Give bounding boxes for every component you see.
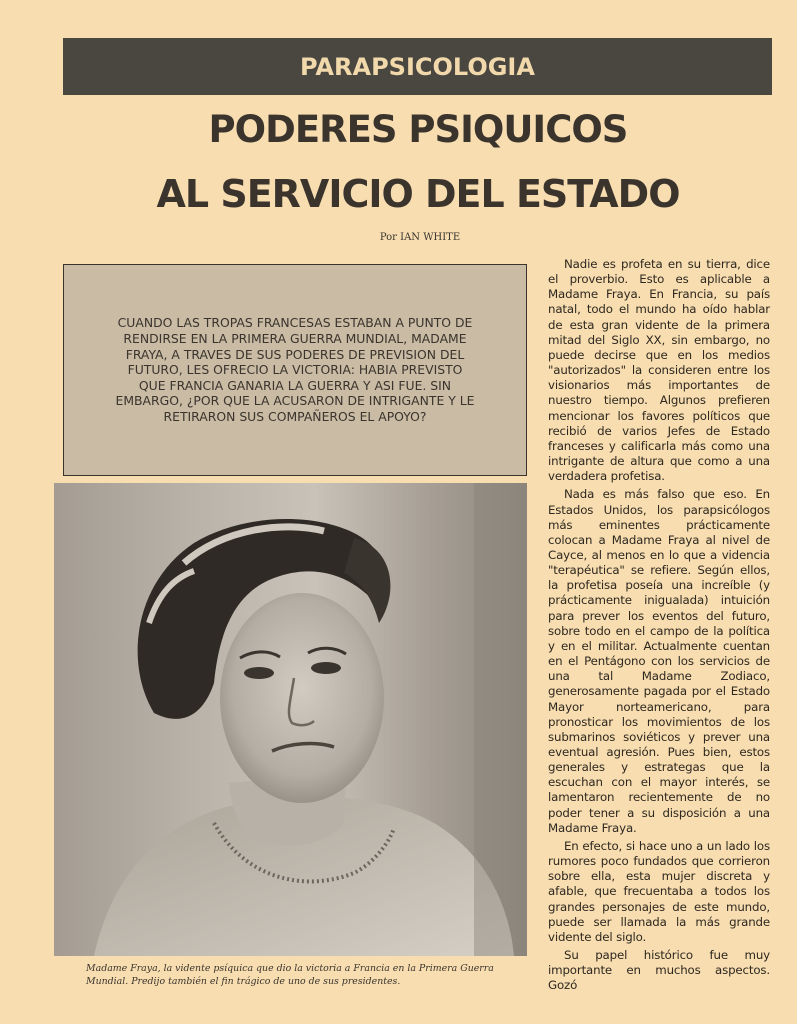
section-header — [63, 38, 772, 95]
section-title: PARAPSICOLOGIA — [300, 52, 535, 81]
body-paragraph-3: En efecto, si hace uno a un lado los rumores poco fundados que corrieron sobre ella, esta mujer discreta y afable, que frecuentaba a todos los grandes personajes de este mundo, puede ser llamada la más grande vidente del siglo. — [548, 838, 770, 944]
headline-line-1: PODERES PSIQUICOS — [208, 108, 628, 151]
photo-caption: Madame Fraya, la vidente psíquica que dio la victoria a Francia en la Primera Guerra Mundial. Predijo también el fin trágico de uno de sus presidentes. — [86, 963, 494, 987]
portrait-illustration — [54, 483, 527, 956]
body-paragraph-1: Nadie es profeta en su tierra, dice el proverbio. Esto es aplicable a Madame Fraya. En Francia, su país natal, todo el mundo ha oído hablar de esta gran vidente de la primera mitad del Siglo XX, sin embargo, no puede decirse que en los medios "autorizados" la consideren entre los visionarios más importantes de nuestro tiempo. Algunos prefieren mencionar los favores políticos que recibió de varios Jefes de Estado franceses y calificarla más como una intrigante de altura que como a una verdadera profetisa. — [548, 257, 770, 484]
article-body — [548, 257, 770, 997]
teaser-box — [63, 264, 527, 476]
headline-line-2: AL SERVICIO DEL ESTADO — [156, 172, 680, 216]
teaser-text: CUANDO LAS TROPAS FRANCESAS ESTABAN A PUNTO DE RENDIRSE EN LA PRIMERA GUERRA MUNDIAL, MADAME FRAYA, A TRAVES DE SUS PODERES DE PREVISION DEL FUTURO, LES OFRECIO LA VICTORIA: HABIA PREVISTO QUE FRANCIA GANARIA LA GUERRA Y ASI FUE. SIN EMBARGO, ¿POR QUE LA ACUSARON DE INTRIGANTE Y LE RETIRARON SUS COMPAÑEROS EL APOYO? — [115, 315, 475, 424]
portrait-photo — [54, 483, 527, 956]
body-paragraph-4: Su papel histórico fue muy importante en muchos aspectos. Gozó — [548, 948, 770, 993]
byline: Por IAN WHITE — [379, 232, 461, 243]
body-paragraph-2: Nada es más falso que eso. En Estados Unidos, los parapsicólogos más eminentes prácticamente colocan a Madame Fraya al nivel de Cayce, al menos en lo que a videncia "terapéutica" se refiere. Según ellos, la profetisa poseía una increíble (y prácticamente inigualada) intuición para prever los eventos del futuro, sobre todo en el campo de la política y en el militar. Actualmente cuentan en el Pentágono con los servicios de una tal Madame Zodiaco, generosamente pagada por el Estado Mayor norteamericano, para pronosticar los movimientos de los submarinos soviéticos y prever una eventual agresión. Pues bien, estos generales y estrategas que la escuchan con el mayor interés, se lamentaron recientemente de no poder tener a su disposición a una Madame Fraya. — [548, 487, 770, 835]
